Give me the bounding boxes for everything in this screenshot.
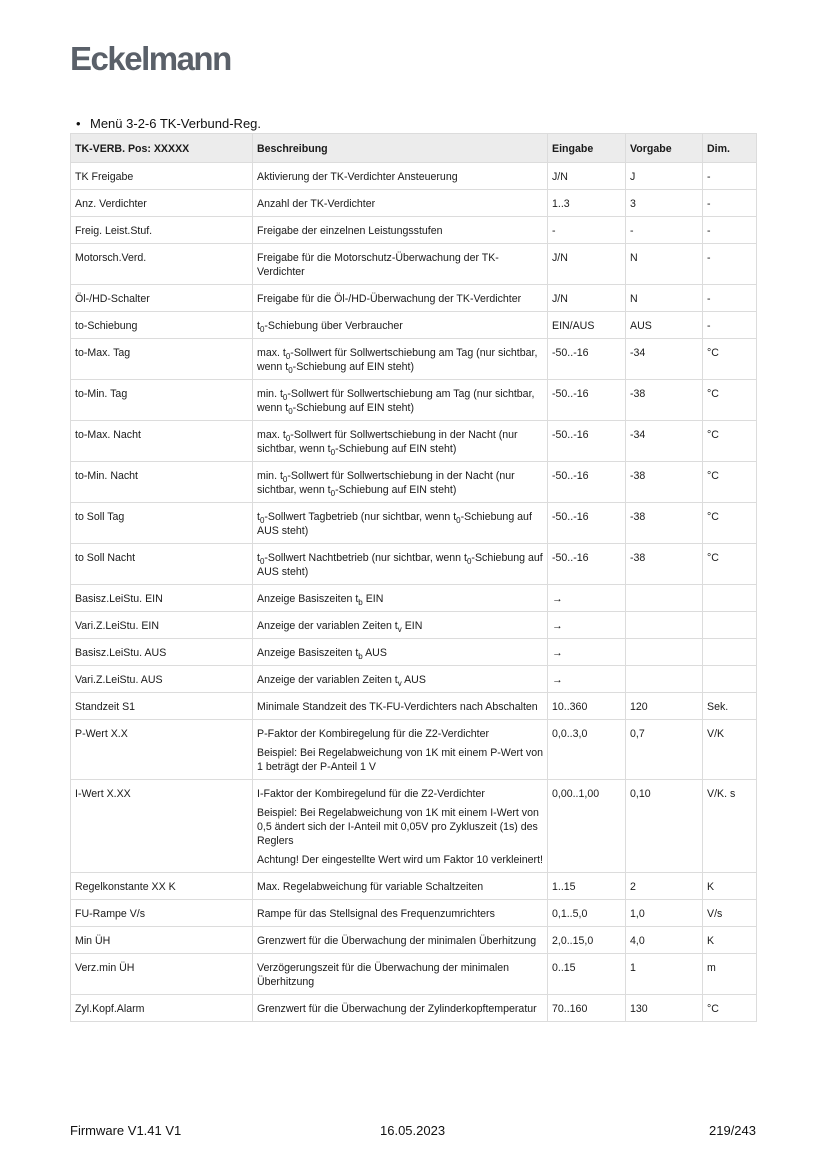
footer-date: 16.05.2023 (380, 1123, 446, 1138)
cell-parameter: Freig. Leist.Stuf. (71, 217, 253, 244)
cell-description: $t_0$-Sollwert Tagbetrieb (nur sichtbar, wenn $t_0$-Schiebung auf AUS steht) (253, 503, 548, 544)
cell-input-range: → (548, 639, 626, 666)
table-body (71, 163, 757, 1022)
cell-input-range: → (548, 612, 626, 639)
cell-default: 120 (626, 693, 703, 720)
cell-parameter: Min ÜH (71, 927, 253, 954)
cell-description: $t_0$-Sollwert Nachtbetrieb (nur sichtbar, wenn $t_0$-Schiebung auf AUS steht) (253, 544, 548, 585)
cell-input-range: -50..-16 (548, 339, 626, 380)
cell-input-range: 10..360 (548, 693, 626, 720)
cell-description: Rampe für das Stellsignal des Frequenzumrichters (253, 900, 548, 927)
cell-default (626, 666, 703, 693)
cell-description: Freigabe für die Motorschutz-Überwachung der TK-Verdichter (253, 244, 548, 285)
cell-description: Anzeige Basiszeiten $t_b$ AUS (253, 639, 548, 666)
table-row (71, 612, 757, 639)
cell-dimension: °C (703, 544, 757, 585)
cell-input-range: J/N (548, 163, 626, 190)
cell-default: -38 (626, 380, 703, 421)
footer-page-number: 219/243 (709, 1123, 756, 1138)
cell-dimension: °C (703, 339, 757, 380)
cell-parameter: P-Wert X.X (71, 720, 253, 780)
cell-parameter: Verz.min ÜH (71, 954, 253, 995)
cell-parameter: Vari.Z.LeiStu. EIN (71, 612, 253, 639)
table-row (71, 285, 757, 312)
cell-dimension: - (703, 217, 757, 244)
footer-firmware: Firmware V1.41 V1 (70, 1123, 182, 1138)
cell-default: 0,7 (626, 720, 703, 780)
cell-parameter: Zyl.Kopf.Alarm (71, 995, 253, 1022)
cell-input-range: 2,0..15,0 (548, 927, 626, 954)
menu-heading (76, 116, 261, 131)
table-row (71, 339, 757, 380)
cell-dimension: K (703, 927, 757, 954)
cell-dimension: K (703, 873, 757, 900)
table-row (71, 421, 757, 462)
cell-description: Anzeige der variablen Zeiten $t_v$ EIN (253, 612, 548, 639)
cell-input-range: -50..-16 (548, 421, 626, 462)
cell-dimension (703, 585, 757, 612)
header-position: TK-VERB. Pos: XXXXX (71, 134, 253, 163)
cell-input-range: 0,0..3,0 (548, 720, 626, 780)
cell-default: -38 (626, 503, 703, 544)
table-row (71, 190, 757, 217)
table-row (71, 503, 757, 544)
cell-parameter: Standzeit S1 (71, 693, 253, 720)
table-header-row (71, 134, 757, 163)
cell-description: min. $t_0$-Sollwert für Sollwertschiebung am Tag (nur sichtbar, wenn $t_0$-Schiebung auf EIN steht) (253, 380, 548, 421)
cell-default: N (626, 244, 703, 285)
cell-description: max. $t_0$-Sollwert für Sollwertschiebung in der Nacht (nur sichtbar, wenn $t_0$-Schiebung auf EIN steht) (253, 421, 548, 462)
cell-default: 130 (626, 995, 703, 1022)
cell-default: 1 (626, 954, 703, 995)
cell-input-range: 70..160 (548, 995, 626, 1022)
cell-parameter: to-Max. Tag (71, 339, 253, 380)
cell-input-range: 1..15 (548, 873, 626, 900)
cell-default (626, 639, 703, 666)
cell-default (626, 612, 703, 639)
table-row (71, 163, 757, 190)
cell-parameter: to Soll Nacht (71, 544, 253, 585)
cell-parameter: to-Max. Nacht (71, 421, 253, 462)
cell-description: Aktivierung der TK-Verdichter Ansteuerung (253, 163, 548, 190)
cell-parameter: Basisz.LeiStu. AUS (71, 639, 253, 666)
cell-dimension: - (703, 190, 757, 217)
cell-input-range: → (548, 585, 626, 612)
table-row (71, 380, 757, 421)
cell-description: min. $t_0$-Sollwert für Sollwertschiebung in der Nacht (nur sichtbar, wenn $t_0$-Schiebung auf EIN steht) (253, 462, 548, 503)
cell-description: Freigabe der einzelnen Leistungsstufen (253, 217, 548, 244)
cell-input-range: -50..-16 (548, 503, 626, 544)
cell-default: J (626, 163, 703, 190)
cell-input-range: 0..15 (548, 954, 626, 995)
cell-dimension: °C (703, 380, 757, 421)
cell-parameter: to-Schiebung (71, 312, 253, 339)
table-row (71, 217, 757, 244)
cell-default: N (626, 285, 703, 312)
cell-default: -34 (626, 339, 703, 380)
cell-dimension: °C (703, 503, 757, 544)
cell-dimension: - (703, 285, 757, 312)
header-default: Vorgabe (626, 134, 703, 163)
cell-description: Max. Regelabweichung für variable Schaltzeiten (253, 873, 548, 900)
cell-dimension: m (703, 954, 757, 995)
cell-input-range: → (548, 666, 626, 693)
cell-parameter: to-Min. Nacht (71, 462, 253, 503)
table-row (71, 900, 757, 927)
cell-dimension: - (703, 312, 757, 339)
cell-dimension: - (703, 163, 757, 190)
cell-description: I-Faktor der Kombiregelund für die Z2-Verdichter Beispiel: Bei Regelabweichung von 1K mit einem I-Wert von 0,5 ändert sich der I-Anteil mit 0,05V pro Zykluszeit (1s) des Reglers Achtung! Der eingestellte Wert wird um Faktor 10 verkleinert! (253, 780, 548, 873)
cell-parameter: Vari.Z.LeiStu. AUS (71, 666, 253, 693)
cell-dimension (703, 639, 757, 666)
cell-default: 4,0 (626, 927, 703, 954)
cell-input-range: EIN/AUS (548, 312, 626, 339)
cell-dimension: V/K. s (703, 780, 757, 873)
header-description: Beschreibung (253, 134, 548, 163)
cell-description: Anzahl der TK-Verdichter (253, 190, 548, 217)
header-input: Eingabe (548, 134, 626, 163)
cell-default: 1,0 (626, 900, 703, 927)
table-row (71, 585, 757, 612)
table-row (71, 639, 757, 666)
cell-description: Anzeige Basiszeiten $t_b$ EIN (253, 585, 548, 612)
table-row (71, 244, 757, 285)
cell-input-range: - (548, 217, 626, 244)
table-row (71, 720, 757, 780)
cell-parameter: Basisz.LeiStu. EIN (71, 585, 253, 612)
table-row (71, 995, 757, 1022)
parameter-table (70, 133, 757, 1022)
cell-input-range: J/N (548, 285, 626, 312)
table-row (71, 693, 757, 720)
table-row (71, 462, 757, 503)
cell-description: Minimale Standzeit des TK-FU-Verdichters nach Abschalten (253, 693, 548, 720)
cell-input-range: J/N (548, 244, 626, 285)
table-row (71, 544, 757, 585)
cell-description: P-Faktor der Kombiregelung für die Z2-Verdichter Beispiel: Bei Regelabweichung von 1K mit einem P-Wert von 1 beträgt der P-Anteil 1 V (253, 720, 548, 780)
cell-input-range: -50..-16 (548, 462, 626, 503)
cell-description: Grenzwert für die Überwachung der Zylinderkopftemperatur (253, 995, 548, 1022)
cell-description: Freigabe für die Öl-/HD-Überwachung der TK-Verdichter (253, 285, 548, 312)
cell-default: -38 (626, 544, 703, 585)
table-row (71, 873, 757, 900)
cell-description: Grenzwert für die Überwachung der minimalen Überhitzung (253, 927, 548, 954)
cell-default: 0,10 (626, 780, 703, 873)
cell-input-range: 0,00..1,00 (548, 780, 626, 873)
cell-description: Verzögerungszeit für die Überwachung der minimalen Überhitzung (253, 954, 548, 995)
cell-default (626, 585, 703, 612)
table-row (71, 666, 757, 693)
cell-dimension: V/K (703, 720, 757, 780)
cell-default: -34 (626, 421, 703, 462)
cell-default: AUS (626, 312, 703, 339)
cell-default: 2 (626, 873, 703, 900)
cell-dimension: °C (703, 462, 757, 503)
cell-dimension: °C (703, 995, 757, 1022)
cell-dimension: V/s (703, 900, 757, 927)
cell-parameter: to-Min. Tag (71, 380, 253, 421)
table-row (71, 927, 757, 954)
cell-dimension (703, 612, 757, 639)
cell-parameter: to Soll Tag (71, 503, 253, 544)
cell-default: -38 (626, 462, 703, 503)
cell-input-range: -50..-16 (548, 380, 626, 421)
cell-parameter: Motorsch.Verd. (71, 244, 253, 285)
bullet-icon: • (76, 116, 81, 131)
eckelmann-logo: Eckelmann (70, 40, 231, 77)
menu-heading-text: Menü 3-2-6 TK-Verbund-Reg. (90, 116, 262, 131)
cell-dimension (703, 666, 757, 693)
cell-dimension: °C (703, 421, 757, 462)
cell-parameter: I-Wert X.XX (71, 780, 253, 873)
cell-input-range: -50..-16 (548, 544, 626, 585)
cell-default: - (626, 217, 703, 244)
cell-description: Anzeige der variablen Zeiten $t_v$ AUS (253, 666, 548, 693)
cell-input-range: 1..3 (548, 190, 626, 217)
table-row (71, 312, 757, 339)
cell-dimension: Sek. (703, 693, 757, 720)
table-row (71, 780, 757, 873)
cell-description: max. $t_0$-Sollwert für Sollwertschiebung am Tag (nur sichtbar, wenn $t_0$-Schiebung auf EIN steht) (253, 339, 548, 380)
cell-description: $t_0$-Schiebung über Verbraucher (253, 312, 548, 339)
cell-parameter: FU-Rampe V/s (71, 900, 253, 927)
cell-default: 3 (626, 190, 703, 217)
cell-parameter: Öl-/HD-Schalter (71, 285, 253, 312)
table-row (71, 954, 757, 995)
cell-input-range: 0,1..5,0 (548, 900, 626, 927)
cell-parameter: TK Freigabe (71, 163, 253, 190)
header-dimension: Dim. (703, 134, 757, 163)
cell-parameter: Anz. Verdichter (71, 190, 253, 217)
cell-dimension: - (703, 244, 757, 285)
cell-parameter: Regelkonstante XX K (71, 873, 253, 900)
